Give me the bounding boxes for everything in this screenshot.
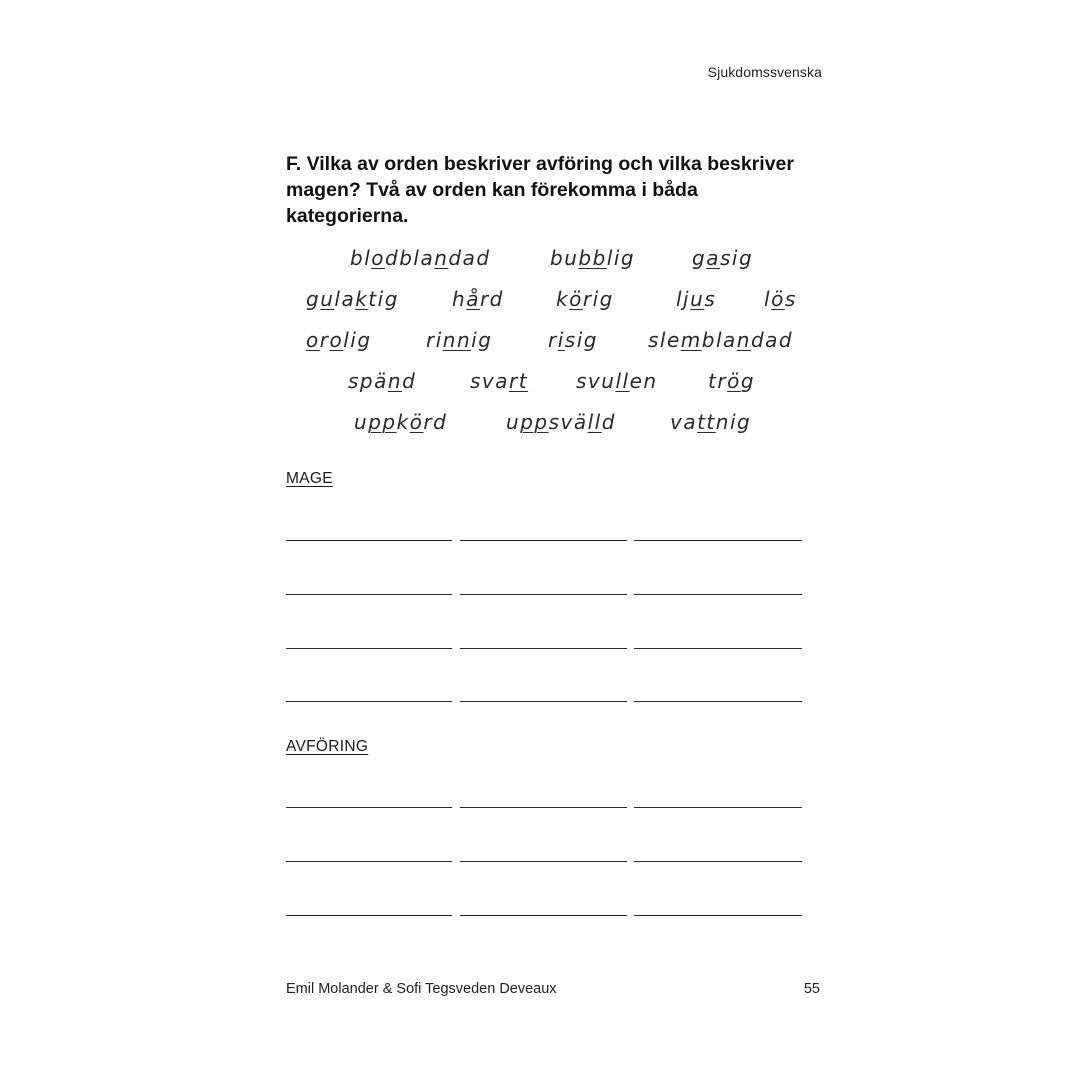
word-risig: risig (548, 328, 598, 352)
answer-blank[interactable] (460, 594, 627, 595)
answer-blank[interactable] (634, 701, 802, 702)
answer-row (286, 540, 802, 542)
word-svullen: svullen (576, 369, 658, 393)
word-slemblandad: slemblandad (648, 328, 794, 352)
answer-blank[interactable] (286, 807, 452, 808)
answer-blank[interactable] (460, 701, 627, 702)
exercise-instruction: F. Vilka av orden beskriver avföring och vilka beskriver magen? Två av orden kan förekomma i båda kategorierna. (286, 153, 794, 227)
answer-row (286, 807, 802, 809)
section-label-avforing: AVFÖRING (286, 738, 369, 755)
answer-blank[interactable] (286, 915, 452, 916)
section-label-mage: MAGE (286, 470, 333, 487)
answer-blank[interactable] (460, 540, 627, 541)
word-bank-row (280, 287, 820, 323)
footer-authors: Emil Molander & Sofi Tegsveden Deveaux (286, 981, 557, 997)
answer-row (286, 648, 802, 650)
word-bank-row (280, 369, 820, 405)
word-bank-row (280, 328, 820, 364)
answer-blank[interactable] (634, 807, 802, 808)
word-spand: spänd (348, 369, 417, 393)
answer-blank[interactable] (286, 540, 452, 541)
word-gulaktig: gulaktig (306, 287, 399, 311)
word-korig: körig (556, 287, 614, 311)
answer-blank[interactable] (460, 915, 627, 916)
answer-row (286, 594, 802, 596)
word-bubblig: bubblig (550, 246, 636, 270)
answer-blank[interactable] (286, 861, 452, 862)
word-rinnig: rinnig (426, 328, 493, 352)
word-blodblandad: blodblandad (350, 246, 491, 270)
word-orolig: orolig (306, 328, 372, 352)
answer-row (286, 701, 802, 703)
word-uppkord: uppkörd (354, 410, 448, 434)
word-hard: hård (452, 287, 504, 311)
answer-blank[interactable] (286, 648, 452, 649)
word-bank-row (280, 410, 820, 446)
answer-blank[interactable] (634, 915, 802, 916)
word-los: lös (764, 287, 797, 311)
word-uppsvalld: uppsvälld (506, 410, 616, 434)
answer-blank[interactable] (286, 701, 452, 702)
answer-blank[interactable] (634, 861, 802, 862)
word-trog: trög (708, 369, 756, 393)
answer-row (286, 915, 802, 917)
page-number: 55 (803, 981, 820, 997)
answer-blank[interactable] (634, 594, 802, 595)
word-bank-row (280, 246, 820, 282)
answer-blank[interactable] (460, 807, 627, 808)
word-svart: svart (470, 369, 529, 393)
answer-blank[interactable] (286, 594, 452, 595)
answer-row (286, 861, 802, 863)
word-gasig: gasig (692, 246, 754, 270)
running-head: Sjukdomssvenska (707, 64, 822, 80)
answer-blank[interactable] (634, 648, 802, 649)
word-vattnig: vattnig (670, 410, 752, 434)
answer-blank[interactable] (460, 861, 627, 862)
answer-blank[interactable] (634, 540, 802, 541)
word-ljus: ljus (676, 287, 717, 311)
answer-blank[interactable] (460, 648, 627, 649)
